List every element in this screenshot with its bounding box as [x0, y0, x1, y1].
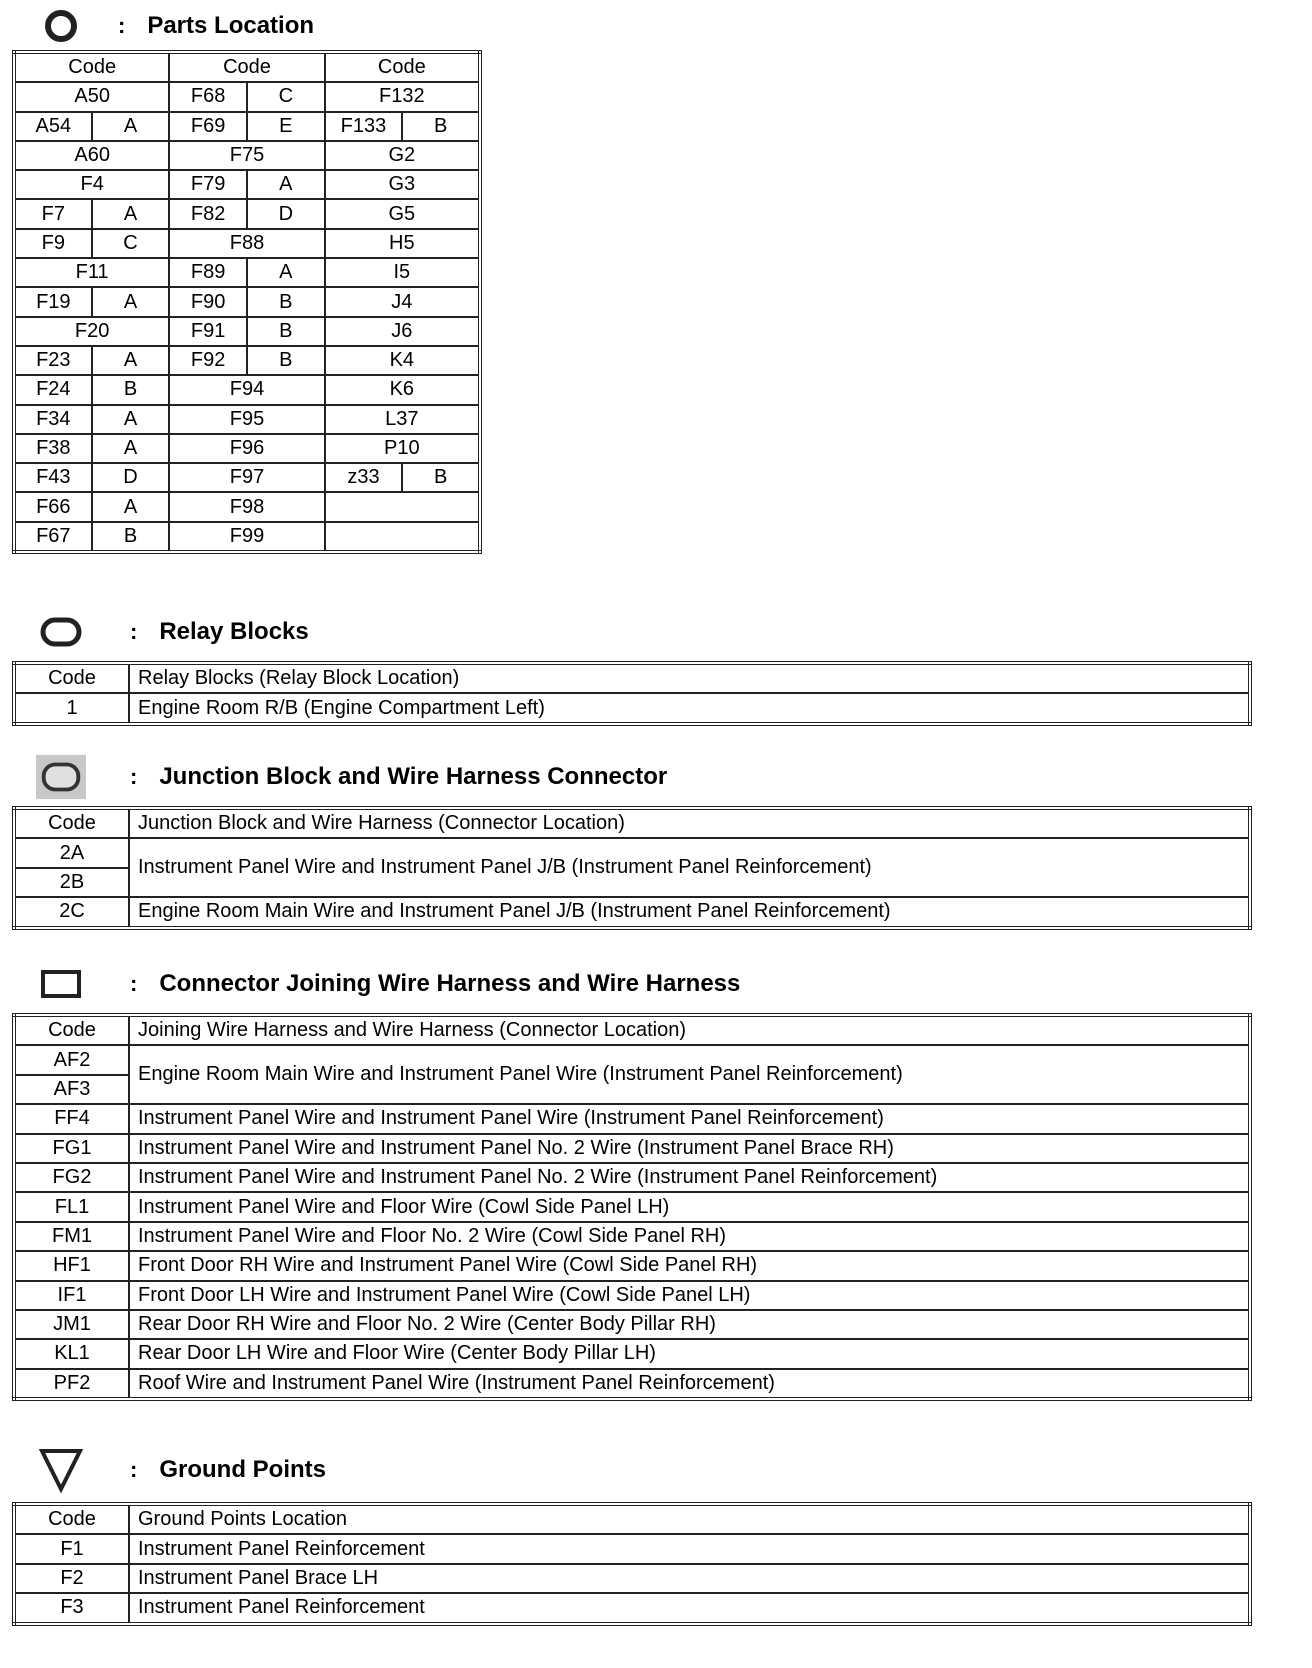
- part-code: G2: [325, 141, 480, 170]
- table-header-row: [14, 1504, 1250, 1534]
- code-cell: IF1: [14, 1281, 129, 1310]
- code-cell: 2A: [14, 838, 129, 867]
- part-code: F96: [169, 434, 324, 463]
- part-code: P10: [325, 434, 480, 463]
- circle-icon: [36, 4, 86, 48]
- part-suffix: A: [92, 287, 170, 316]
- triangle-down-icon: [36, 1448, 86, 1492]
- table-row: [14, 1281, 1250, 1310]
- part-code: A54: [14, 112, 92, 141]
- table-row: [14, 375, 480, 404]
- part-suffix: A: [247, 170, 325, 199]
- location-cell: Instrument Panel Wire and Floor No. 2 Wire (Cowl Side Panel RH): [129, 1222, 1250, 1251]
- code-cell: FF4: [14, 1104, 129, 1133]
- part-code: L37: [325, 405, 480, 434]
- part-code: F9: [14, 229, 92, 258]
- code-cell: F2: [14, 1564, 129, 1593]
- table-row: [14, 463, 480, 492]
- location-cell: Engine Room Main Wire and Instrument Panel Wire (Instrument Panel Reinforcement): [129, 1045, 1250, 1104]
- part-code: F38: [14, 434, 92, 463]
- code-cell: HF1: [14, 1251, 129, 1280]
- relay-blocks-heading: [36, 610, 309, 654]
- column-header-code: Code: [169, 52, 324, 82]
- part-code: F92: [169, 346, 247, 375]
- part-code: F20: [14, 317, 169, 346]
- part-code: J6: [325, 317, 480, 346]
- location-cell: Instrument Panel Wire and Instrument Panel No. 2 Wire (Instrument Panel Reinforcement): [129, 1163, 1250, 1192]
- table-row: [14, 405, 480, 434]
- part-suffix: D: [247, 199, 325, 228]
- table-row: [14, 258, 480, 287]
- part-code: F68: [169, 82, 247, 111]
- code-cell: PF2: [14, 1369, 129, 1399]
- table-row: [14, 229, 480, 258]
- table-row: [14, 1339, 1250, 1368]
- location-cell: Instrument Panel Wire and Instrument Panel J/B (Instrument Panel Reinforcement): [129, 838, 1250, 897]
- part-code: F11: [14, 258, 169, 287]
- rounded-rect-icon: [36, 610, 86, 654]
- part-code: F133: [325, 112, 403, 141]
- section-title: Junction Block and Wire Harness Connector: [159, 763, 668, 790]
- part-suffix: A: [92, 199, 170, 228]
- table-row: [14, 838, 1250, 867]
- part-code: [325, 522, 480, 552]
- part-suffix: B: [92, 375, 170, 404]
- location-cell: Rear Door LH Wire and Floor Wire (Center Body Pillar LH): [129, 1339, 1250, 1368]
- part-code: F67: [14, 522, 92, 552]
- location-cell: Engine Room Main Wire and Instrument Panel J/B (Instrument Panel Reinforcement): [129, 897, 1250, 927]
- column-header-location: Relay Blocks (Relay Block Location): [129, 663, 1250, 693]
- table-header-row: [14, 808, 1250, 838]
- part-code: F132: [325, 82, 480, 111]
- table-header-row: [14, 663, 1250, 693]
- part-suffix: E: [247, 112, 325, 141]
- part-code: F4: [14, 170, 169, 199]
- location-cell: Instrument Panel Wire and Instrument Panel No. 2 Wire (Instrument Panel Brace RH): [129, 1134, 1250, 1163]
- table-row: [14, 1251, 1250, 1280]
- part-code: F23: [14, 346, 92, 375]
- location-cell: Front Door LH Wire and Instrument Panel Wire (Cowl Side Panel LH): [129, 1281, 1250, 1310]
- table-row: [14, 492, 480, 521]
- part-code: H5: [325, 229, 480, 258]
- table-row: [14, 346, 480, 375]
- table-row: [14, 1564, 1250, 1593]
- part-code: F19: [14, 287, 92, 316]
- part-code: F99: [169, 522, 324, 552]
- junction-block-heading: [36, 755, 667, 799]
- column-header-location: Joining Wire Harness and Wire Harness (Connector Location): [129, 1015, 1250, 1045]
- part-suffix: B: [402, 112, 480, 141]
- part-suffix: A: [247, 258, 325, 287]
- code-cell: FM1: [14, 1222, 129, 1251]
- column-header-code: Code: [14, 663, 129, 693]
- heading-colon: :: [130, 619, 138, 644]
- code-cell: 2C: [14, 897, 129, 927]
- part-suffix: B: [247, 287, 325, 316]
- heading-colon: :: [130, 1457, 138, 1482]
- rectangle-icon: [36, 962, 86, 1006]
- part-suffix: A: [92, 346, 170, 375]
- table-row: [14, 1534, 1250, 1563]
- ground-points-heading: [36, 1448, 326, 1492]
- location-cell: Rear Door RH Wire and Floor No. 2 Wire (Center Body Pillar RH): [129, 1310, 1250, 1339]
- table-row: [14, 112, 480, 141]
- part-code: F98: [169, 492, 324, 521]
- junction-block-table: [12, 806, 1252, 930]
- part-code: A60: [14, 141, 169, 170]
- location-cell: Instrument Panel Brace LH: [129, 1564, 1250, 1593]
- part-code: [325, 492, 480, 521]
- table-row: [14, 522, 480, 552]
- table-row: [14, 1192, 1250, 1221]
- part-code: G3: [325, 170, 480, 199]
- code-cell: F1: [14, 1534, 129, 1563]
- table-row: [14, 1104, 1250, 1133]
- table-row: [14, 287, 480, 316]
- ground-points-table: [12, 1502, 1252, 1626]
- part-code: F88: [169, 229, 324, 258]
- part-suffix: A: [92, 112, 170, 141]
- part-code: F43: [14, 463, 92, 492]
- location-cell: Roof Wire and Instrument Panel Wire (Instrument Panel Reinforcement): [129, 1369, 1250, 1399]
- heading-colon: :: [130, 764, 138, 789]
- part-code: z33: [325, 463, 403, 492]
- part-code: J4: [325, 287, 480, 316]
- section-title: Parts Location: [147, 12, 315, 39]
- part-suffix: D: [92, 463, 170, 492]
- heading-colon: :: [118, 13, 126, 38]
- table-row: [14, 693, 1250, 723]
- part-code: F79: [169, 170, 247, 199]
- table-header-row: [14, 1015, 1250, 1045]
- relay-blocks-table: [12, 661, 1252, 726]
- location-cell: Instrument Panel Wire and Floor Wire (Cowl Side Panel LH): [129, 1192, 1250, 1221]
- location-cell: Instrument Panel Reinforcement: [129, 1593, 1250, 1623]
- part-code: F34: [14, 405, 92, 434]
- table-row: [14, 199, 480, 228]
- table-header-row: [14, 52, 480, 82]
- section-title: Connector Joining Wire Harness and Wire Harness: [159, 970, 741, 997]
- part-code: I5: [325, 258, 480, 287]
- column-header-code: Code: [14, 52, 169, 82]
- table-row: [14, 1369, 1250, 1399]
- part-code: F66: [14, 492, 92, 521]
- part-code: K6: [325, 375, 480, 404]
- part-code: F24: [14, 375, 92, 404]
- section-title: Ground Points: [159, 1456, 326, 1483]
- part-suffix: A: [92, 434, 170, 463]
- table-row: [14, 1222, 1250, 1251]
- code-cell: JM1: [14, 1310, 129, 1339]
- column-header-code: Code: [14, 1015, 129, 1045]
- part-code: F97: [169, 463, 324, 492]
- column-header-code: Code: [14, 1504, 129, 1534]
- part-code: F89: [169, 258, 247, 287]
- table-row: [14, 897, 1250, 927]
- code-cell: AF3: [14, 1075, 129, 1104]
- parts-location-heading: [36, 4, 314, 48]
- column-header-code: Code: [325, 52, 480, 82]
- location-cell: Front Door RH Wire and Instrument Panel Wire (Cowl Side Panel RH): [129, 1251, 1250, 1280]
- part-suffix: B: [402, 463, 480, 492]
- part-suffix: C: [92, 229, 170, 258]
- part-suffix: A: [92, 405, 170, 434]
- section-title: Relay Blocks: [159, 618, 309, 645]
- shaded-rounded-rect-icon: [36, 755, 86, 799]
- part-code: F94: [169, 375, 324, 404]
- table-row: [14, 170, 480, 199]
- part-code: F91: [169, 317, 247, 346]
- table-row: [14, 141, 480, 170]
- code-cell: AF2: [14, 1045, 129, 1074]
- table-row: [14, 317, 480, 346]
- table-row: [14, 434, 480, 463]
- part-code: K4: [325, 346, 480, 375]
- part-code: A50: [14, 82, 169, 111]
- heading-colon: :: [130, 971, 138, 996]
- table-row: [14, 82, 480, 111]
- column-header-location: Ground Points Location: [129, 1504, 1250, 1534]
- table-row: [14, 1593, 1250, 1623]
- code-cell: 2B: [14, 868, 129, 897]
- code-cell: KL1: [14, 1339, 129, 1368]
- part-code: F75: [169, 141, 324, 170]
- part-code: F82: [169, 199, 247, 228]
- table-row: [14, 1163, 1250, 1192]
- table-row: [14, 1310, 1250, 1339]
- code-cell: FG1: [14, 1134, 129, 1163]
- part-suffix: A: [92, 492, 170, 521]
- part-code: F7: [14, 199, 92, 228]
- code-cell: 1: [14, 693, 129, 723]
- connector-joining-table: [12, 1013, 1252, 1401]
- location-cell: Engine Room R/B (Engine Compartment Left): [129, 693, 1250, 723]
- column-header-location: Junction Block and Wire Harness (Connector Location): [129, 808, 1250, 838]
- column-header-code: Code: [14, 808, 129, 838]
- part-code: F90: [169, 287, 247, 316]
- location-cell: Instrument Panel Reinforcement: [129, 1534, 1250, 1563]
- table-row: [14, 1134, 1250, 1163]
- part-code: F95: [169, 405, 324, 434]
- code-cell: F3: [14, 1593, 129, 1623]
- part-code: G5: [325, 199, 480, 228]
- connector-joining-heading: [36, 962, 740, 1006]
- code-cell: FG2: [14, 1163, 129, 1192]
- part-suffix: B: [247, 346, 325, 375]
- part-suffix: B: [247, 317, 325, 346]
- code-cell: FL1: [14, 1192, 129, 1221]
- part-suffix: B: [92, 522, 170, 552]
- parts-location-table: [12, 50, 482, 554]
- location-cell: Instrument Panel Wire and Instrument Panel Wire (Instrument Panel Reinforcement): [129, 1104, 1250, 1133]
- part-suffix: C: [247, 82, 325, 111]
- table-row: [14, 1045, 1250, 1074]
- part-code: F69: [169, 112, 247, 141]
